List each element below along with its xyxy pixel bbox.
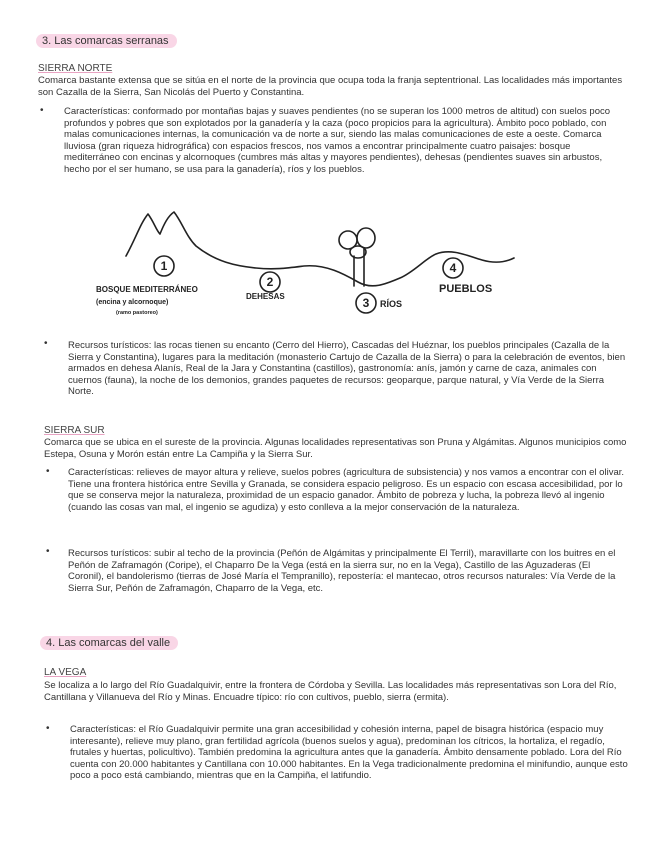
label-pueblos: PUEBLOS bbox=[439, 283, 493, 295]
bullet-icon: • bbox=[40, 105, 44, 116]
la-vega-caracteristicas: Características: el Río Guadalquivir permite una gran accesibilidad y cohesión interna, papel de bisagra histórica (espacio muy interesante), relieve muy plano, gran fertilidad agrícola (buenos suelos y agua), predominan los cítricos, la hortaliza, el regadío, frutales y huertas, policultivo). También predomina la agricultura antes que la ganadería. Ámbito densamente poblado. Lora del Río cuenta con 20.000 habitantes y Cantillana con 10.000 habitantes. En la Vega tradicionalmente predomina el minifundio, aunque esto poco a poco está cambiando, mientras que en la Campiña, el latifundio. bbox=[70, 724, 628, 781]
subsection-title-la-vega: LA VEGA bbox=[44, 667, 87, 678]
label-rios: RÍOS bbox=[380, 299, 403, 309]
bullet-icon: • bbox=[44, 338, 48, 349]
label-dehesas: DEHESAS bbox=[246, 292, 285, 301]
bullet-icon: • bbox=[46, 723, 50, 734]
label-bosque-mediterraneo: BOSQUE MEDITERRÁNEO bbox=[96, 285, 198, 294]
sierra-norte-recursos: Recursos turísticos: las rocas tienen su encanto (Cerro del Hierro), Cascadas del Huéznar, los pueblos principales (Cazalla de la Sierra y Constantina), lugares para la meditación (monasterio Cartujo de Cazalla de la Sierra) o para la celebración de eventos, bien armados en dehesa Alanís, Real de la Jara y Constantina (castillos), gastronomía: anís, jamón y carne de caza, animales con cuernos (fauna), la noche de los demonios, grandes paquetes de recursos: geoparque, parque natural, y Vía Verde de la Sierra Norte. bbox=[68, 340, 626, 397]
diagram-number-2: 2 bbox=[266, 275, 274, 289]
bullet-icon: • bbox=[46, 546, 50, 557]
sierra-sur-intro: Comarca que se ubica en el sureste de la provincia. Algunas localidades representativas son Pruna y Algámitas. Algunos municipios como Estepa, Osuna y Morón están entre La Campiña y la Sierra Sur. bbox=[44, 437, 627, 460]
landscape-diagram bbox=[96, 208, 516, 320]
subsection-title-sierra-norte: SIERRA NORTE bbox=[38, 63, 113, 74]
label-encina-alcornoque: (encina y alcornoque) bbox=[96, 299, 169, 306]
sierra-norte-caracteristicas: Características: conformado por montañas bajas y suaves pendientes (no se superan los 1000 metros de altitud) con suelos poco profundos y pobres que son explotados por la ganadería y la caza (poco propicios para la agricultura). Ámbito poco poblado, con malas comunicaciones internas, la comunicación va de norte a sur, siendo las malas comunicaciones de este a oeste. Comarca lluviosa (gran riqueza hidrográfica) con espacios frescos, nos vamos a encontrar principalmente cuatro paisajes: bosque mediterráneo con encinas y alcornoques (cumbres más altas y mayores pendientes), dehesas (pendientes suaves sin arbustos, hecho por el ser humano, se usa para la ganadería), ríos y los pueblos. bbox=[64, 106, 611, 175]
section-heading-4: 4. Las comarcas del valle bbox=[40, 636, 178, 650]
sierra-norte-intro: Comarca bastante extensa que se sitúa en el norte de la provincia que ocupa toda la franja septentrional. Las localidades más importantes son Cazalla de la Sierra, San Nicolás del Puerto y Constantina. bbox=[38, 75, 623, 98]
bullet-icon: • bbox=[46, 466, 50, 477]
label-ramo-pastoreo: (ramo pastoreo) bbox=[116, 310, 158, 316]
sierra-sur-recursos: Recursos turísticos: subir al techo de la provincia (Peñón de Algámitas y principalmente El Terril), maravillarte con los buitres en el Peñón de Zaframagón (Coripe), el Chaparro De la Vega (está en la sierra sur, no en la Vega), Castillo de las Aguzaderas (El Coronil), el bandolerismo (tierras de José María el Tempranillo), repostería: el mantecao, otros recursos naturales: Vía Verde de la Sierra Sur, Peñón de Zaframagón, Chaparro de la Vega, etc. bbox=[68, 548, 616, 594]
diagram-number-1: 1 bbox=[160, 259, 168, 273]
sierra-sur-caracteristicas: Características: relieves de mayor altura y relieve, suelos pobres (agricultura de subsistencia) y nos vamos a encontrar con el olivar. Tiene una frontera histórica entre Sevilla y Granada, se considera espacio peligroso. Es un espacio con escasa accesibilidad, por lo que se conserva mejor la naturaleza, proximidad de un espacio ganador. Ámbito de pobreza y lucha, la pobreza llevó al ingenio (cuando las cosas van mal, el ingenio se agudiza) y esto conlleva a la mejor conservación de la naturaleza. bbox=[68, 467, 625, 513]
section-heading-3: 3. Las comarcas serranas bbox=[36, 34, 177, 48]
diagram-number-3: 3 bbox=[362, 296, 370, 310]
diagram-number-4: 4 bbox=[449, 261, 457, 275]
subsection-title-sierra-sur: SIERRA SUR bbox=[44, 425, 105, 436]
la-vega-intro: Se localiza a lo largo del Río Guadalquivir, entre la frontera de Córdoba y Sevilla. Las localidades más representativas son Lora del Río, Cantillana y Villanueva del Río y Minas. Encuadre típico: río con cultivos, pueblo, sierra (ermita). bbox=[44, 680, 617, 703]
